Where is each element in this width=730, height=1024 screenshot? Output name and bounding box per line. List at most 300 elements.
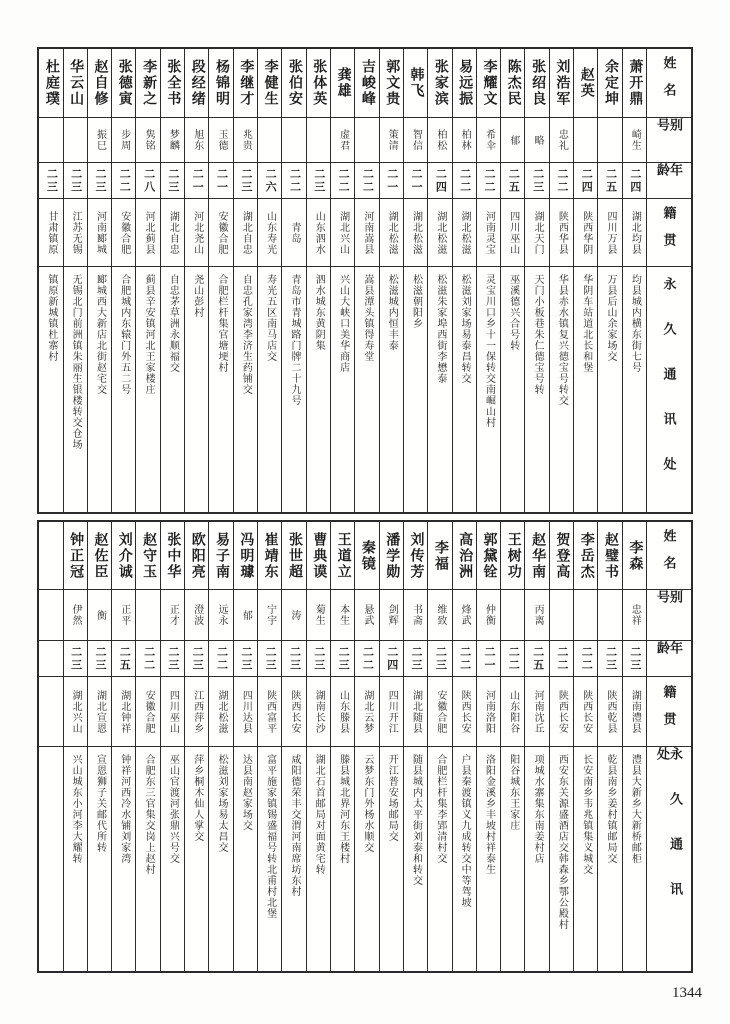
entry-name-text: 吉峻峰	[359, 59, 375, 107]
entry-age	[574, 640, 597, 676]
entry-address	[258, 266, 281, 512]
entry-native	[185, 198, 208, 266]
entry-age	[477, 162, 500, 198]
header-name	[647, 49, 691, 117]
entry-age	[404, 162, 427, 198]
entry-alias	[428, 589, 451, 640]
entry-name	[185, 49, 208, 117]
entry-column	[549, 49, 573, 512]
entry-native	[209, 676, 232, 746]
entry-name-text: 李健生	[262, 59, 278, 107]
entry-alias	[501, 589, 524, 640]
entry-alias	[550, 589, 573, 640]
entry-alias	[331, 589, 354, 640]
entry-address	[64, 266, 87, 512]
entry-native-text: 湖北钟祥	[118, 689, 130, 734]
entry-alias	[477, 589, 500, 640]
entry-name-text: 赵华南	[530, 531, 546, 580]
entry-alias-text: 衡	[94, 609, 106, 621]
entry-address-text: 户县秦渡镇义九成转交中等驾坡	[459, 754, 471, 908]
entry-name-text: 萧开鼎	[627, 59, 643, 107]
entry-column	[208, 522, 232, 971]
entry-address	[39, 746, 62, 971]
entry-address	[428, 746, 451, 971]
entry-alias	[380, 589, 403, 640]
entry-column	[233, 49, 257, 512]
entry-name	[234, 522, 257, 589]
entry-age-text: 二五	[118, 645, 131, 672]
entry-address	[258, 746, 281, 971]
entry-column	[573, 522, 597, 971]
entry-alias	[234, 589, 257, 640]
entry-native-text: 湖北宣恩	[94, 689, 106, 734]
entry-alias	[623, 117, 646, 162]
entry-native	[623, 676, 646, 746]
header-alias-text: 别号	[655, 118, 683, 145]
entry-age-text: 二八	[142, 167, 155, 194]
header-alias	[647, 117, 691, 162]
header-age-text: 年龄	[655, 163, 683, 190]
entry-name	[453, 49, 476, 117]
entry-name	[428, 49, 451, 117]
table-2	[37, 520, 693, 973]
entry-column	[403, 522, 427, 971]
entry-age-text: 二一	[410, 167, 423, 194]
entry-address-text: 郾城西大新店北街赵宅交	[94, 274, 106, 395]
entry-name-text: 曹典谟	[311, 531, 327, 580]
entry-column	[500, 49, 524, 512]
entry-age	[112, 162, 135, 198]
header-age	[647, 162, 691, 198]
entry-alias-text: 兆贵	[240, 129, 252, 151]
entry-native-text: 湖北松滋	[459, 210, 471, 255]
entry-alias-text: 步周	[118, 129, 130, 151]
entry-alias	[209, 589, 232, 640]
entry-name	[525, 522, 548, 589]
entry-alias-text: 柏林	[459, 129, 471, 151]
entry-age-text: 二二	[555, 645, 568, 672]
entry-age-text: 二三	[628, 645, 641, 672]
entry-native	[136, 198, 159, 266]
entry-alias-text: 远永	[216, 604, 228, 626]
entry-column	[184, 49, 208, 512]
entry-alias	[453, 117, 476, 162]
entry-age	[282, 162, 305, 198]
entry-native	[477, 676, 500, 746]
entry-name-text: 余定坤	[603, 59, 619, 107]
entry-native	[574, 198, 597, 266]
entry-native	[453, 198, 476, 266]
entry-address-text: 松滋朱家埠西街李懋泰	[434, 274, 446, 384]
entry-address	[307, 746, 330, 971]
entry-address	[477, 746, 500, 971]
entry-address-text: 合肥栏杆集李郢清村交	[434, 754, 446, 864]
entry-address-text: 阳谷城东王家庄	[507, 754, 519, 831]
entry-name	[209, 522, 232, 589]
entry-column	[427, 522, 451, 971]
entry-address-text: 萍乡桐木仙人掌交	[191, 754, 203, 842]
entry-address-text: 兴山城东小河李大耀转	[70, 754, 82, 864]
entry-address-text: 青岛市青城路门牌二十九号	[288, 274, 300, 406]
entry-native-text: 湖北松滋	[410, 210, 422, 255]
entry-age-text: 二一	[191, 167, 204, 194]
entry-address-text: 富平施家镇锡盛福号转北甫村北堡	[264, 754, 276, 919]
entry-native-text: 湖北自忠	[240, 210, 252, 255]
entry-address	[331, 266, 354, 512]
entry-column	[87, 49, 111, 512]
entry-age	[453, 640, 476, 676]
entry-name	[185, 522, 208, 589]
entry-alias-text: 柏松	[434, 129, 446, 151]
entry-age	[331, 640, 354, 676]
entry-name	[380, 49, 403, 117]
entry-age	[623, 162, 646, 198]
entry-age-text: 二五	[604, 167, 617, 194]
entry-address	[161, 746, 184, 971]
entry-alias	[88, 117, 111, 162]
header-address-text: 永久通讯处	[655, 747, 683, 927]
entry-address-text: 寿光五区南马店交	[264, 274, 276, 362]
entry-native	[307, 198, 330, 266]
entry-address-text: 巫溪德兴合号转	[507, 274, 519, 351]
entry-address	[355, 266, 378, 512]
entry-alias-text: 伊然	[70, 604, 82, 626]
entry-name-text: 郭黛铨	[481, 531, 497, 580]
entry-native	[453, 676, 476, 746]
entry-address	[209, 746, 232, 971]
entry-address-text: 自忠孔家湾李济生药铺交	[240, 274, 252, 395]
entry-name-text: 龚雄	[335, 67, 351, 99]
entry-name	[136, 522, 159, 589]
entry-alias	[355, 589, 378, 640]
entry-native-text: 江苏无锡	[70, 210, 82, 255]
entry-age	[112, 640, 135, 676]
entry-native-text: 河北蓟县	[143, 210, 155, 255]
entry-age-text: 二三	[434, 645, 447, 672]
header-column	[646, 522, 691, 971]
entry-alias	[525, 117, 548, 162]
entry-native-text: 河南郾城	[94, 210, 106, 255]
entry-age-text: 二三	[337, 645, 350, 672]
entry-native-text: 湖北松滋	[386, 210, 398, 255]
entry-address	[39, 266, 62, 512]
entry-address	[550, 746, 573, 971]
entry-age-text: 二三	[239, 167, 252, 194]
entry-native	[477, 198, 500, 266]
entry-name	[307, 522, 330, 589]
entry-age	[428, 640, 451, 676]
entry-name	[161, 49, 184, 117]
entry-column	[379, 49, 403, 512]
entry-column	[524, 522, 548, 971]
entry-address-text: 湖北石首邮局对面黄宅转	[313, 754, 325, 875]
entry-address	[598, 266, 621, 512]
entry-address-text: 自忠茅草洲永顺福交	[167, 274, 179, 373]
entry-native-text: 四川达县	[240, 689, 252, 734]
entry-column	[476, 522, 500, 971]
entry-column	[135, 49, 159, 512]
entry-age-text: 二四	[385, 645, 398, 672]
entry-name-text: 张体英	[311, 59, 327, 107]
entry-address-text: 兴山大峡口美华商店	[337, 274, 349, 373]
entry-address	[404, 266, 427, 512]
entry-age	[550, 162, 573, 198]
table-1	[37, 47, 693, 514]
entry-alias-text: 郁	[240, 609, 252, 621]
entry-native-text: 河北尧山	[191, 210, 203, 255]
entry-age	[428, 162, 451, 198]
entry-address-text: 镇原新城镇杜寨村	[45, 274, 57, 362]
entry-address	[404, 746, 427, 971]
entry-native	[39, 198, 62, 266]
entry-age	[623, 640, 646, 676]
entry-address-text: 钟祥河西冷水铺刘家湾	[118, 754, 130, 864]
entry-address-text: 华县赤水镇复兴德宝号转交	[556, 274, 568, 406]
entry-age-text: 二一	[482, 645, 495, 672]
entry-name	[161, 522, 184, 589]
entry-native	[209, 198, 232, 266]
entry-column	[354, 522, 378, 971]
entry-age-text: 二四	[434, 167, 447, 194]
entry-name	[282, 49, 305, 117]
entry-age-text: 二四	[628, 167, 641, 194]
header-alias	[647, 589, 691, 640]
entry-alias	[550, 117, 573, 162]
entry-age-text: 二二	[215, 645, 228, 672]
header-alias-text: 别号	[655, 590, 683, 617]
entry-age	[355, 640, 378, 676]
entry-native-text: 安徽合肥	[118, 210, 130, 255]
entry-address-text: 长安南乡韦兆镇集义城交	[580, 754, 592, 875]
entry-alias-text: 烽武	[459, 604, 471, 626]
entry-address	[623, 746, 646, 971]
entry-native-text: 陕西华阴	[580, 210, 592, 255]
entry-age	[185, 640, 208, 676]
entry-alias	[623, 589, 646, 640]
entry-age-text: 二三	[166, 645, 179, 672]
entry-alias	[136, 117, 159, 162]
entry-age-text: 二一	[385, 167, 398, 194]
entry-name-text: 李福	[432, 539, 448, 572]
entry-name	[598, 49, 621, 117]
entry-age-text: 二三	[69, 167, 82, 194]
entry-column	[111, 522, 135, 971]
entry-age	[234, 162, 257, 198]
entry-address-text: 华阴车站道北长和堡	[580, 274, 592, 373]
entry-address-text: 均县城内横东街七号	[629, 274, 641, 373]
entry-name-text: 王道立	[335, 531, 351, 580]
entry-alias-text: 虚君	[337, 129, 349, 151]
entry-column	[63, 522, 87, 971]
entry-address	[161, 266, 184, 512]
entry-address-text: 合肥栏杆集官塘埂村	[216, 274, 228, 373]
entry-alias-text: 忠礼	[556, 129, 568, 151]
entry-age	[404, 640, 427, 676]
entry-native	[282, 676, 305, 746]
entry-age-text: 二三	[264, 645, 277, 672]
entry-native	[161, 676, 184, 746]
header-name	[647, 522, 691, 589]
entry-native	[428, 676, 451, 746]
entry-name-text: 段经绪	[189, 59, 205, 107]
entry-alias	[355, 117, 378, 162]
entry-column	[63, 49, 87, 512]
entry-address	[525, 746, 548, 971]
entry-native	[404, 198, 427, 266]
page-number: 1344	[672, 985, 702, 1001]
entry-native	[355, 198, 378, 266]
entry-alias-text: 剑辉	[386, 604, 398, 626]
entry-native-text: 湖北松滋	[434, 210, 446, 255]
entry-age-text: 二三	[531, 167, 544, 194]
entry-column	[452, 49, 476, 512]
entry-name	[598, 522, 621, 589]
entry-native	[234, 676, 257, 746]
entry-column	[160, 522, 184, 971]
entry-alias-text: 振巳	[94, 129, 106, 151]
entry-native	[64, 198, 87, 266]
entry-column	[622, 49, 646, 512]
entry-name-text: 潘学勋	[384, 531, 400, 580]
entry-alias-text: 隽铭	[143, 129, 155, 151]
entry-column	[549, 522, 573, 971]
entry-address	[428, 266, 451, 512]
entry-native-text: 安徽合肥	[434, 689, 446, 734]
entry-name-text: 刘介诚	[116, 531, 132, 580]
entry-column	[39, 522, 62, 971]
entry-age	[88, 162, 111, 198]
entry-address	[574, 746, 597, 971]
entry-native	[525, 676, 548, 746]
entry-name-text: 冯明璩	[238, 531, 254, 580]
entry-native	[501, 676, 524, 746]
entry-native-text: 陕西长安	[556, 689, 568, 734]
entry-alias-text: 宁宇	[264, 604, 276, 626]
entry-age-text: 二二	[507, 645, 520, 672]
entry-native	[331, 198, 354, 266]
entry-address	[234, 266, 257, 512]
entry-name-text: 贺登高	[554, 531, 570, 580]
entry-age	[209, 162, 232, 198]
entry-native-text: 河南嵩县	[361, 210, 373, 255]
entry-alias-text: 本生	[337, 604, 349, 626]
entry-address	[209, 266, 232, 512]
entry-native-text: 陕西长安	[459, 689, 471, 734]
entry-age-text: 二三	[166, 167, 179, 194]
entry-column	[135, 522, 159, 971]
entry-name	[64, 522, 87, 589]
entry-age-text: 二二	[142, 645, 155, 672]
entry-address	[136, 746, 159, 971]
entry-address	[64, 746, 87, 971]
entry-name	[331, 49, 354, 117]
entry-address-text: 万县后山余家场交	[605, 274, 617, 362]
entry-age-text: 二四	[580, 167, 593, 194]
entry-name	[88, 49, 111, 117]
entry-name	[574, 49, 597, 117]
entry-address	[234, 746, 257, 971]
entry-age-text: 二五	[531, 645, 544, 672]
entry-native	[185, 676, 208, 746]
entry-native-text: 湖北兴山	[337, 210, 349, 255]
entry-column	[573, 49, 597, 512]
entry-address-text: 开江普安场邮局交	[386, 754, 398, 842]
entry-name	[355, 49, 378, 117]
entry-column	[403, 49, 427, 512]
entry-native-text: 四川开江	[386, 689, 398, 734]
entry-address-text: 嵩县潭头镇得寿堂	[361, 274, 373, 362]
header-age-text: 年龄	[655, 641, 683, 668]
entry-native	[550, 198, 573, 266]
entry-name-text: 李新之	[141, 59, 157, 107]
entry-column	[452, 522, 476, 971]
entry-column	[281, 522, 305, 971]
entry-alias	[331, 117, 354, 162]
entry-age-text: 二三	[191, 645, 204, 672]
entry-alias	[282, 117, 305, 162]
entry-name	[477, 522, 500, 589]
entry-alias-text: 旭东	[191, 129, 203, 151]
entry-alias-text: 涛	[288, 609, 300, 621]
entry-native-text: 湖北自忠	[167, 210, 179, 255]
entry-alias-text: 正才	[167, 604, 179, 626]
entry-native	[88, 676, 111, 746]
entry-native	[598, 198, 621, 266]
entry-alias-text: 忠祥	[629, 604, 641, 626]
entry-address-text: 滕县城北界河东王楼村	[337, 754, 349, 864]
entry-native-text: 河南沈丘	[532, 689, 544, 734]
entry-native-text: 陕西长安	[288, 689, 300, 734]
entry-name-text: 钟正冠	[68, 531, 84, 580]
entry-native	[331, 676, 354, 746]
entry-native	[39, 676, 62, 746]
entry-alias	[234, 117, 257, 162]
entry-native	[598, 676, 621, 746]
entry-address	[112, 266, 135, 512]
entry-address	[501, 266, 524, 512]
header-native	[647, 676, 691, 746]
entry-name-text: 李继才	[238, 59, 254, 107]
entry-address-text: 蓟县辛安镇河北王家楼庄	[143, 274, 155, 395]
entry-name-text: 王树功	[505, 531, 521, 580]
entry-name	[574, 522, 597, 589]
entry-address-text: 尧山彭村	[191, 274, 203, 318]
entry-age-text: 二三	[69, 645, 82, 672]
entry-column	[257, 49, 281, 512]
entry-age	[258, 162, 281, 198]
entry-column	[597, 49, 621, 512]
entry-name-text: 刘传芳	[408, 531, 424, 580]
entry-alias-text: 策清	[386, 129, 398, 151]
entry-address-text: 合肥东三官集交岗上赵村	[143, 754, 155, 875]
entry-address	[380, 266, 403, 512]
entry-age-text: 二二	[555, 167, 568, 194]
entry-alias	[39, 117, 62, 162]
entry-age	[88, 640, 111, 676]
header-native	[647, 198, 691, 266]
entry-age-text: 二二	[458, 645, 471, 672]
entry-name	[39, 522, 62, 589]
entry-address	[501, 746, 524, 971]
entry-native	[380, 198, 403, 266]
entry-age	[39, 162, 62, 198]
entry-column	[476, 49, 500, 512]
entry-name-text: 华云山	[68, 59, 84, 107]
entry-age	[525, 640, 548, 676]
entry-address-text: 泗水城东黄阴集	[313, 274, 325, 351]
entry-native	[380, 676, 403, 746]
entry-age	[136, 640, 159, 676]
